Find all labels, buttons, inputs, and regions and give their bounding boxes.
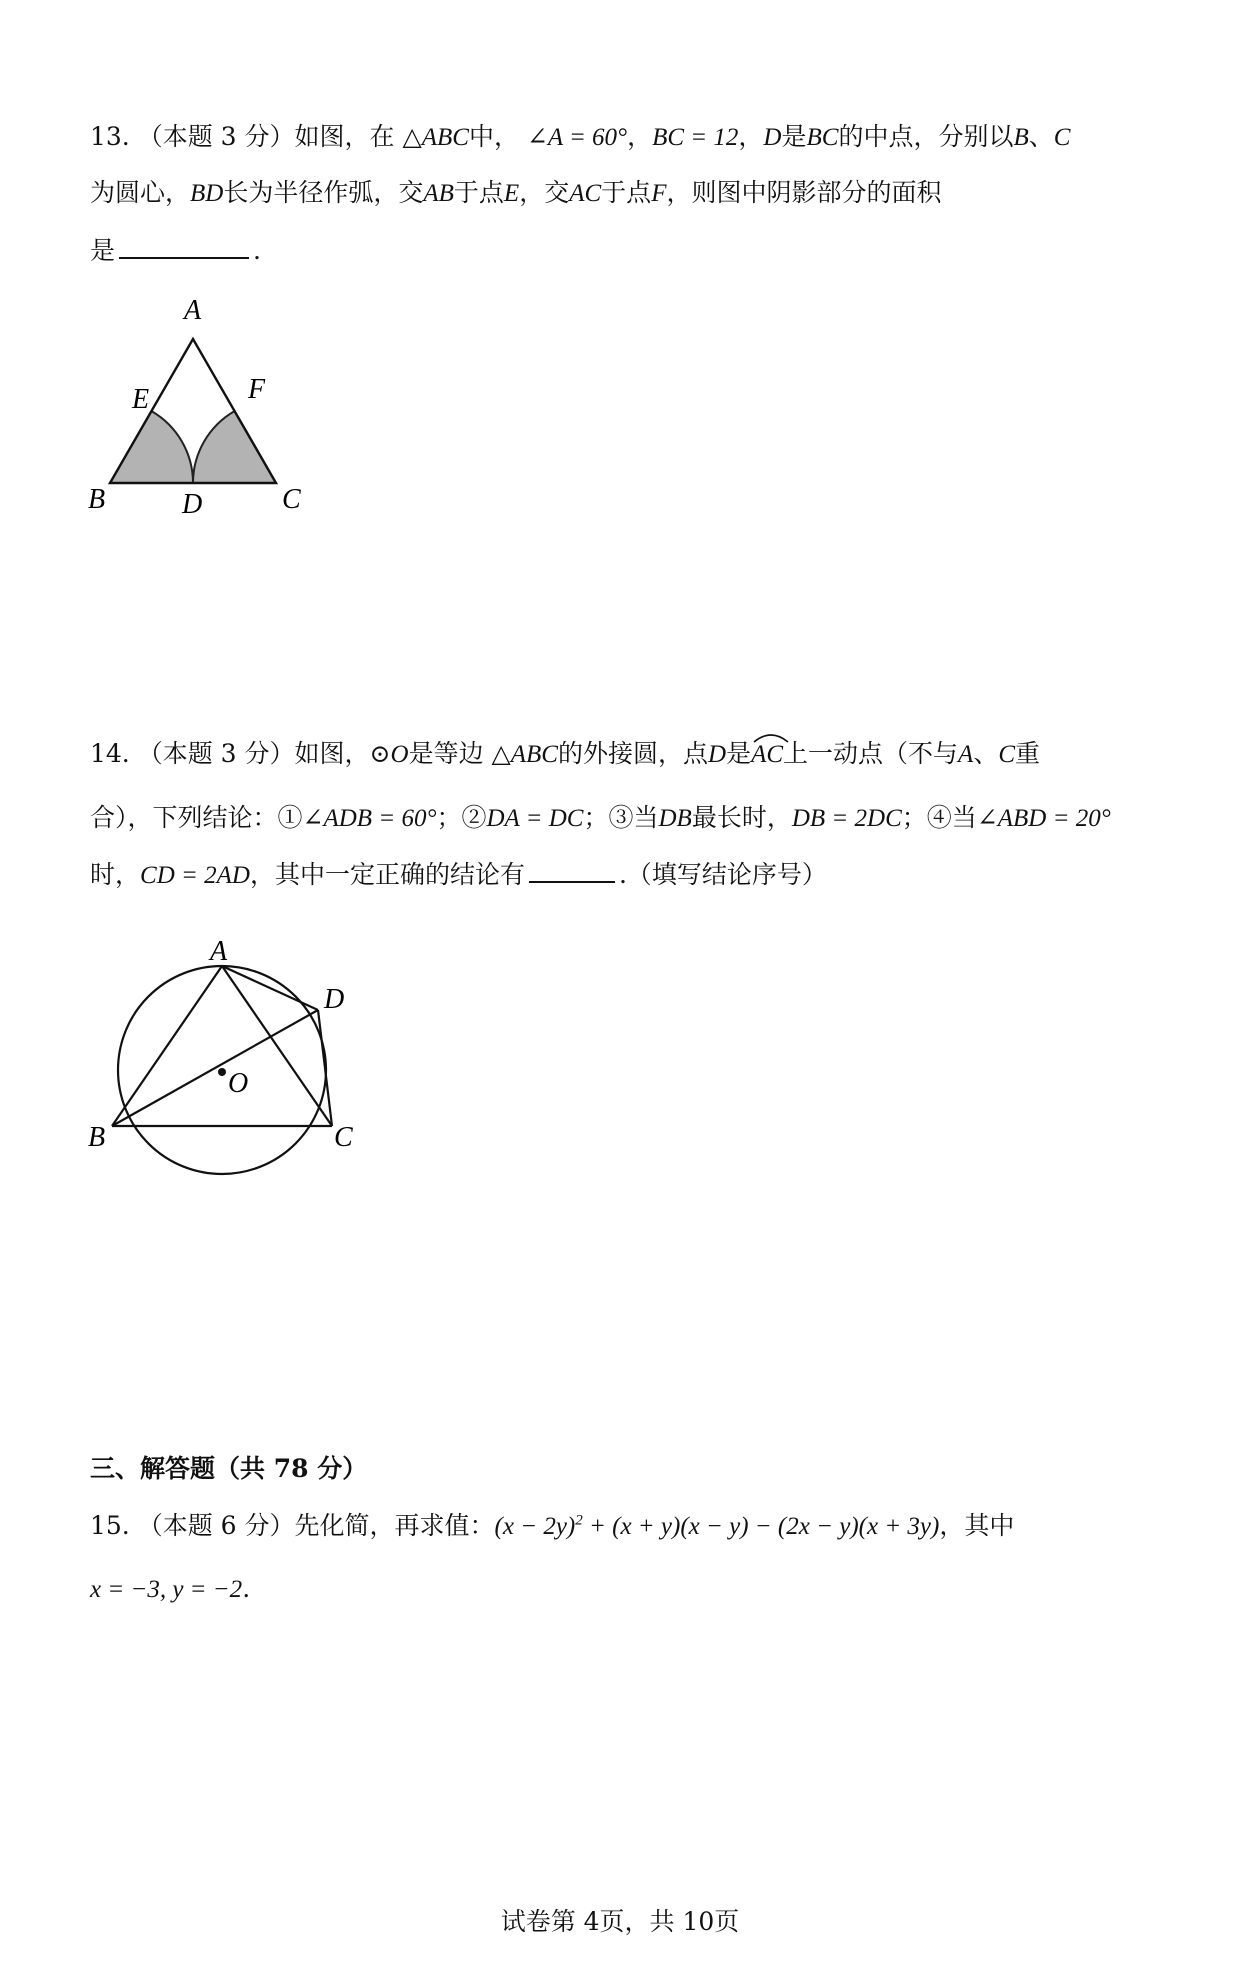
q14-statement-4b: CD = 2AD <box>140 862 250 889</box>
q14-text: 重 <box>1015 739 1041 768</box>
q14-statement-3: DB = 2DC <box>791 805 902 832</box>
q13-var: BD <box>190 180 224 207</box>
q15-number: 15. <box>90 1511 130 1540</box>
q13-line-3 <box>90 238 261 263</box>
q14-circle: ⊙O <box>369 741 409 768</box>
q14-arc-ac <box>751 741 783 767</box>
q14-text: ； <box>583 803 609 832</box>
q14-text: ； <box>436 803 462 832</box>
q14-var: C <box>998 741 1016 768</box>
q15-score: （本题 6 分） <box>137 1511 295 1540</box>
q15-text: ，其中 <box>939 1511 1015 1540</box>
q13-var: F <box>651 180 667 207</box>
q14-var: D <box>708 741 727 768</box>
q14-text: ，其中一定正确的结论有 <box>249 860 525 889</box>
q13-score: （本题 3 分） <box>137 122 295 151</box>
q13-text: ， <box>627 122 653 151</box>
q13-line-2 <box>90 180 941 206</box>
q14-statement-1: ∠ADB = 60° <box>302 805 437 832</box>
q14-segment-bd <box>112 1010 318 1126</box>
q15-text: . <box>242 1574 251 1603</box>
q13-var: B <box>1013 124 1029 151</box>
q13-length-condition: BC = 12 <box>652 124 739 151</box>
q14-text: 如图， <box>294 739 370 768</box>
q13-shaded-region-right <box>193 411 276 483</box>
q13-var: BC <box>806 124 839 151</box>
q13-text: 是 <box>90 236 116 265</box>
q13-text: . <box>253 236 261 265</box>
q15-text: 先化简，再求值： <box>294 1511 495 1540</box>
q14-triangle: △ABC <box>491 741 558 768</box>
q14-text: 最长时， <box>691 803 792 832</box>
q13-label-d: D <box>182 489 203 520</box>
q14-item-number: ④当 <box>926 803 977 832</box>
q13-triangle: △ABC <box>402 124 469 151</box>
q13-text: 长为半径作弧，交 <box>223 178 424 207</box>
q13-var: AB <box>423 180 454 207</box>
q13-text: ，交 <box>519 178 570 207</box>
q13-number: 13. <box>90 122 130 151</box>
q14-center-point <box>218 1068 226 1076</box>
section-3-title: 三、解答题（共 78 分） <box>90 1454 368 1483</box>
q13-answer-blank[interactable] <box>119 256 249 259</box>
q15-expr-part: + (x + y)(x − y) − (2x − y)(x + 3y) <box>582 1513 940 1540</box>
q13-angle-condition: ∠A = 60° <box>526 124 628 151</box>
q13-var: E <box>503 180 520 207</box>
q15-line-1 <box>90 1513 1014 1539</box>
q14-figure <box>80 900 380 1230</box>
q14-text: 、 <box>973 739 999 768</box>
q14-label-c: C <box>334 1122 353 1153</box>
q15-line-2 <box>90 1576 250 1602</box>
q13-text: 是 <box>781 122 807 151</box>
q13-text: 为圆心， <box>90 178 191 207</box>
q13-text: 中， <box>468 122 519 151</box>
q14-score: （本题 3 分） <box>137 739 295 768</box>
q14-number: 14. <box>90 739 130 768</box>
q14-text: 的外接圆，点 <box>557 739 708 768</box>
q14-var: A <box>958 741 974 768</box>
q15-exponent: 2 <box>575 1512 583 1529</box>
q14-statement-4: ∠ABD = 20° <box>976 805 1111 832</box>
q13-text: 、 <box>1028 122 1054 151</box>
q14-item-number: ③当 <box>608 803 659 832</box>
q14-item-number: ② <box>461 803 487 832</box>
q13-label-a: A <box>184 295 202 326</box>
q14-label-b: B <box>88 1122 106 1153</box>
q13-label-f: F <box>248 374 266 405</box>
q14-var: DB <box>658 805 692 832</box>
q14-label-o: O <box>228 1068 249 1099</box>
q14-text: .（填写结论序号） <box>618 860 827 889</box>
q13-var: AC <box>569 180 602 207</box>
q14-text: 合），下列结论： <box>90 803 278 832</box>
q14-text: ； <box>901 803 927 832</box>
q13-text: 于点 <box>453 178 504 207</box>
q13-label-c: C <box>282 484 301 515</box>
q13-text: 于点 <box>601 178 652 207</box>
q14-side-ab <box>112 966 222 1126</box>
q13-text: 如图，在 <box>294 122 395 151</box>
q13-var: C <box>1053 124 1071 151</box>
q14-text: 上一动点（不与 <box>783 739 959 768</box>
q14-label-a: A <box>210 936 228 967</box>
q14-text: 是 <box>726 739 752 768</box>
q14-line-2 <box>90 805 1111 831</box>
q14-statement-2: DA = DC <box>486 805 584 832</box>
q14-label-d: D <box>324 984 345 1015</box>
q13-line-1 <box>90 124 1070 150</box>
q13-shaded-region-left <box>110 411 193 483</box>
q14-item-number: ① <box>277 803 303 832</box>
q14-line-1 <box>90 741 1040 767</box>
q13-label-b: B <box>88 484 106 515</box>
page-footer: 试卷第 4页，共 10页 <box>500 1907 740 1936</box>
q14-text: 时， <box>90 860 141 889</box>
q13-text: ，则图中阴影部分的面积 <box>666 178 942 207</box>
q13-var: D <box>763 124 782 151</box>
q14-arc-label: AC <box>751 741 784 768</box>
q15-expr-part: (x − 2y) <box>494 1513 576 1540</box>
q14-answer-blank[interactable] <box>529 880 615 883</box>
q13-text: 的中点，分别以 <box>838 122 1014 151</box>
q14-text: 是等边 <box>408 739 484 768</box>
arc-mark-icon <box>751 731 791 743</box>
q14-line-3 <box>90 862 827 888</box>
q13-label-e: E <box>132 384 150 415</box>
q13-text: ， <box>738 122 764 151</box>
q15-values: x = −3, y = −2 <box>90 1576 243 1603</box>
q15-expression <box>495 1513 940 1540</box>
q13-figure <box>80 290 340 520</box>
